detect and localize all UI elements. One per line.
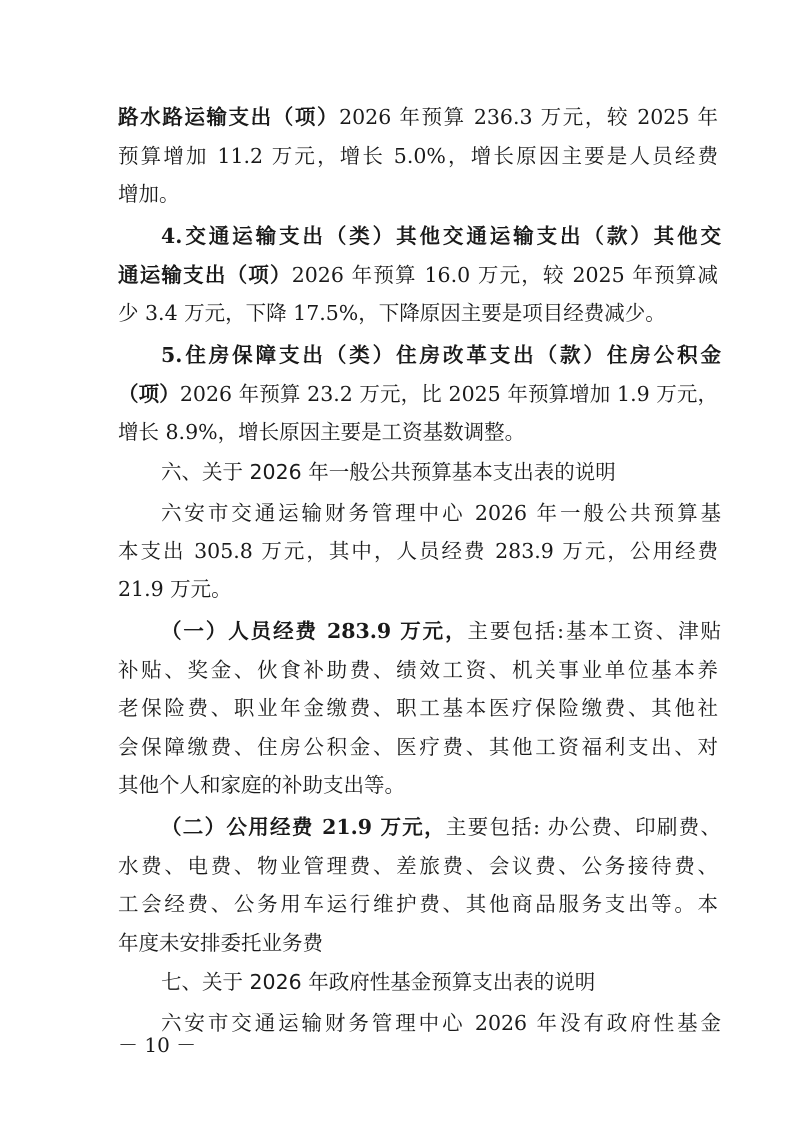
body-text: 补贴、奖金、伙食补助费、绩效工资、机关事业单位基本养: [118, 658, 718, 682]
paragraph-line: [161, 1008, 721, 1038]
page-number: － 10 －: [118, 1033, 197, 1057]
body-text: 2026 年预算 236.3 万元，较 2025 年: [339, 105, 718, 129]
paragraph-line: [118, 693, 718, 723]
paragraph-line: [161, 221, 721, 251]
paragraph-line: [118, 141, 718, 171]
body-text: 主要包括: 办公费、印刷费、: [445, 815, 721, 839]
paragraph-line: [118, 260, 718, 290]
body-text: 年度未安排委托业务费: [118, 931, 323, 955]
body-text: 会保障缴费、住房公积金、医疗费、其他工资福利支出、对: [118, 735, 718, 759]
paragraph-line: [118, 102, 718, 132]
bold-text: 4.交通运输支出（类）其他交通运输支出（款）其他交: [161, 224, 721, 248]
paragraph-line: [118, 889, 718, 919]
body-text: 增加。: [118, 182, 180, 206]
body-text: 老保险费、职业年金缴费、职工基本医疗保险缴费、其他社: [118, 696, 718, 720]
paragraph-line: [118, 574, 718, 604]
paragraph-line: [118, 851, 718, 881]
paragraph-line: [118, 536, 718, 566]
body-text: 预算增加 11.2 万元，增长 5.0%，增长原因主要是人员经费: [118, 144, 718, 168]
paragraph-line: [118, 655, 718, 685]
section-heading: [161, 967, 721, 997]
body-text: 六安市交通运输财务管理中心 2026 年没有政府性基金: [161, 1011, 721, 1035]
body-text: 工会经费、公务用车运行维护费、其他商品服务支出等。本: [118, 892, 718, 916]
paragraph-line: [118, 928, 718, 958]
paragraph-line: [118, 379, 718, 409]
bold-text: 5.住房保障支出（类）住房改革支出（款）住房公积金: [161, 343, 721, 367]
body-text: 增长 8.9%，增长原因主要是工资基数调整。: [118, 420, 526, 444]
paragraph-line: [118, 770, 718, 800]
body-text: 本支出 305.8 万元，其中，人员经费 283.9 万元，公用经费: [118, 539, 718, 563]
body-text: 其他个人和家庭的补助支出等。: [118, 773, 405, 797]
bold-text: （一）人员经费 283.9 万元，: [161, 619, 468, 643]
paragraph-line: [118, 298, 718, 328]
body-text: 水费、电费、物业管理费、差旅费、会议费、公务接待费、: [118, 854, 718, 878]
body-text: 六安市交通运输财务管理中心 2026 年一般公共预算基: [161, 501, 721, 525]
body-text: 2026 年预算 23.2 万元，比 2025 年预算增加 1.9 万元，: [179, 382, 719, 406]
body-text: 少 3.4 万元，下降 17.5%，下降原因主要是项目经费减少。: [118, 301, 666, 325]
body-text: 21.9 万元。: [118, 577, 232, 601]
bold-text: 路水路运输支出（项）: [118, 105, 340, 129]
bold-text: （项）: [118, 382, 180, 406]
heading-text: 七、关于 2026 年政府性基金预算支出表的说明: [161, 970, 596, 994]
heading-text: 六、关于 2026 年一般公共预算基本支出表的说明: [161, 460, 616, 484]
paragraph-line: [118, 732, 718, 762]
section-heading: [161, 457, 721, 487]
paragraph-line: [161, 340, 721, 370]
paragraph-line: [161, 498, 721, 528]
paragraph-line: [118, 417, 718, 447]
bold-text: （二）公用经费 21.9 万元，: [161, 815, 446, 839]
paragraph-line: [118, 179, 718, 209]
paragraph-line: [161, 616, 721, 646]
bold-text: 通运输支出（项）: [118, 263, 292, 287]
body-text: 主要包括:基本工资、津贴: [467, 619, 722, 643]
paragraph-line: [161, 812, 721, 842]
body-text: 2026 年预算 16.0 万元，较 2025 年预算减: [291, 263, 718, 287]
